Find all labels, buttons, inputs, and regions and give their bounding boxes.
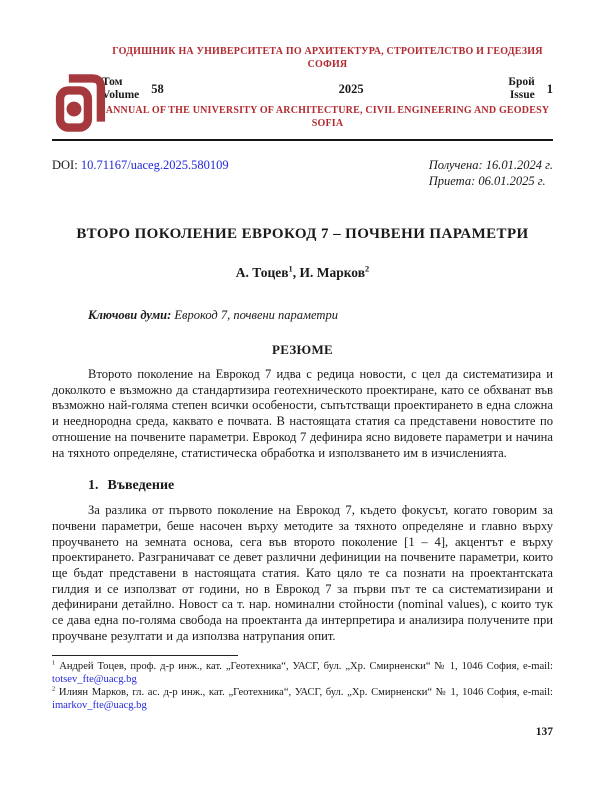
article-title: ВТОРО ПОКОЛЕНИЕ ЕВРОКОД 7 – ПОЧВЕНИ ПАРАМЕТРИ <box>76 226 529 242</box>
journal-name-bg-line2: СОФИЯ <box>307 58 348 70</box>
issue-group <box>508 76 553 102</box>
authors-line <box>52 265 553 281</box>
journal-name-en-line2: SOFIA <box>311 117 344 129</box>
dates-block <box>429 158 553 189</box>
keywords-label: Ключови думи: <box>88 308 172 322</box>
author-2-name: И. Марков <box>299 265 366 280</box>
footnote-2-email-link[interactable]: imarkov_fte@uacg.bg <box>52 700 147 712</box>
journal-header <box>52 46 553 130</box>
footnote-divider <box>52 655 238 656</box>
volume-label-bg: Том <box>102 76 123 88</box>
publication-year: 2025 <box>338 81 364 96</box>
issue-number: 1 <box>546 81 553 96</box>
abstract-heading: РЕЗЮМЕ <box>271 342 333 357</box>
footnote-1-text: Андрей Тоцев, проф. д-р инж., кат. „Геотехника“, УАСГ, бул. „Хр. Смирненски“ № 1, 1046 София, e-mail: <box>55 660 553 672</box>
page-number: 137 <box>535 725 553 738</box>
issue-label-en: Issue <box>509 89 535 101</box>
keywords-line <box>52 308 553 323</box>
journal-name-en-line1: ANNUAL OF THE UNIVERSITY OF ARCHITECTURE, CIVIL ENGINEERING AND GEODESY <box>105 105 550 116</box>
keywords-text: Еврокод 7, почвени параметри <box>171 308 338 322</box>
uaceg-logo-icon <box>54 72 106 134</box>
abstract-paragraph: Второто поколение на Еврокод 7 идва с редица новости, с цел да систематизира и доколкото е възможно да стандартизира геотехническото проектиране, като се обхванат във възможно най-голяма степен всички особености, съпътстващи проектирането в една сложна и нееднородна среда, каквато е почвата. В настоящата статия са представени новостите по отношение на почвените параметри. Еврокод 7 дефинира ясно видовете параметри и начина на тяхното определяне, статистическа обработка и използването им в изчисленията. <box>52 367 553 460</box>
footnote-1-email-link[interactable]: totsev_fte@uacg.bg <box>52 673 137 685</box>
volume-group <box>102 76 164 102</box>
volume-number: 58 <box>151 81 164 96</box>
issue-label <box>508 76 534 102</box>
author-1-name: А. Тоцев <box>235 265 289 280</box>
footnote-2-marker: 2 <box>52 685 56 693</box>
section-1-heading <box>88 478 553 494</box>
doi-line <box>52 158 229 189</box>
volume-issue-row <box>102 76 553 102</box>
footnote-1 <box>52 660 553 687</box>
doi-link[interactable]: 10.71167/uaceg.2025.580109 <box>80 158 229 172</box>
authors-separator: , <box>292 265 300 280</box>
section-1-paragraph: За разлика от първото поколение на Еврокод 7, където фокусът, когато говорим за почвени параметри, беше насочен върху методите за тяхното определяне и главно върху проучването на земната основа, сега във второто поколение [1 – 4], акцентът е върху проектирането. Разграничават се девет различни дефиниции на почвените параметри, които ще бъдат представени в настоящата статия. Като цяло те са познати на проектантската гилдия и се използват от години, но в Еврокод 7 за първи път те са систематизирани и дефинирани детайлно. Новост са т. нар. номинални стойности (nominal values), с които тук се дава една по-голяма свобода на проектанта да интерпретира и анализира получените при проучване резултати и да използва натрупания опит. <box>52 503 553 643</box>
author-2-footnote-marker: 2 <box>365 264 370 274</box>
journal-name-bg-line1: ГОДИШНИК НА УНИВЕРСИТЕТА ПО АРХИТЕКТУРА, СТРОИТЕЛСТВО И ГЕОДЕЗИЯ <box>112 46 543 57</box>
section-1-number: 1. <box>88 478 99 494</box>
uaceg-letter-a-logo <box>54 72 106 134</box>
volume-label-en: Volume <box>102 89 140 101</box>
journal-name-bg <box>102 46 553 71</box>
doi-label: DOI: <box>52 158 81 172</box>
author-1-footnote-marker: 1 <box>288 264 293 274</box>
journal-name-en <box>102 105 553 130</box>
footnote-2-text: Илиян Марков, гл. ас. д-р инж., кат. „Геотехника“, УАСГ, бул. „Хр. Смирненски“ № 1, 1046 София, e-mail: <box>55 687 553 699</box>
volume-label <box>102 76 139 102</box>
accepted-date: Приета: 06.01.2025 г. <box>428 173 546 188</box>
received-date: Получена: 16.01.2024 г. <box>428 158 553 172</box>
footnote-1-marker: 1 <box>52 659 56 667</box>
footnote-2 <box>52 686 553 713</box>
issue-label-bg: Брой <box>508 76 535 88</box>
article-meta-row <box>52 158 553 189</box>
header-divider <box>52 139 553 141</box>
section-1-title: Въведение <box>107 478 175 494</box>
